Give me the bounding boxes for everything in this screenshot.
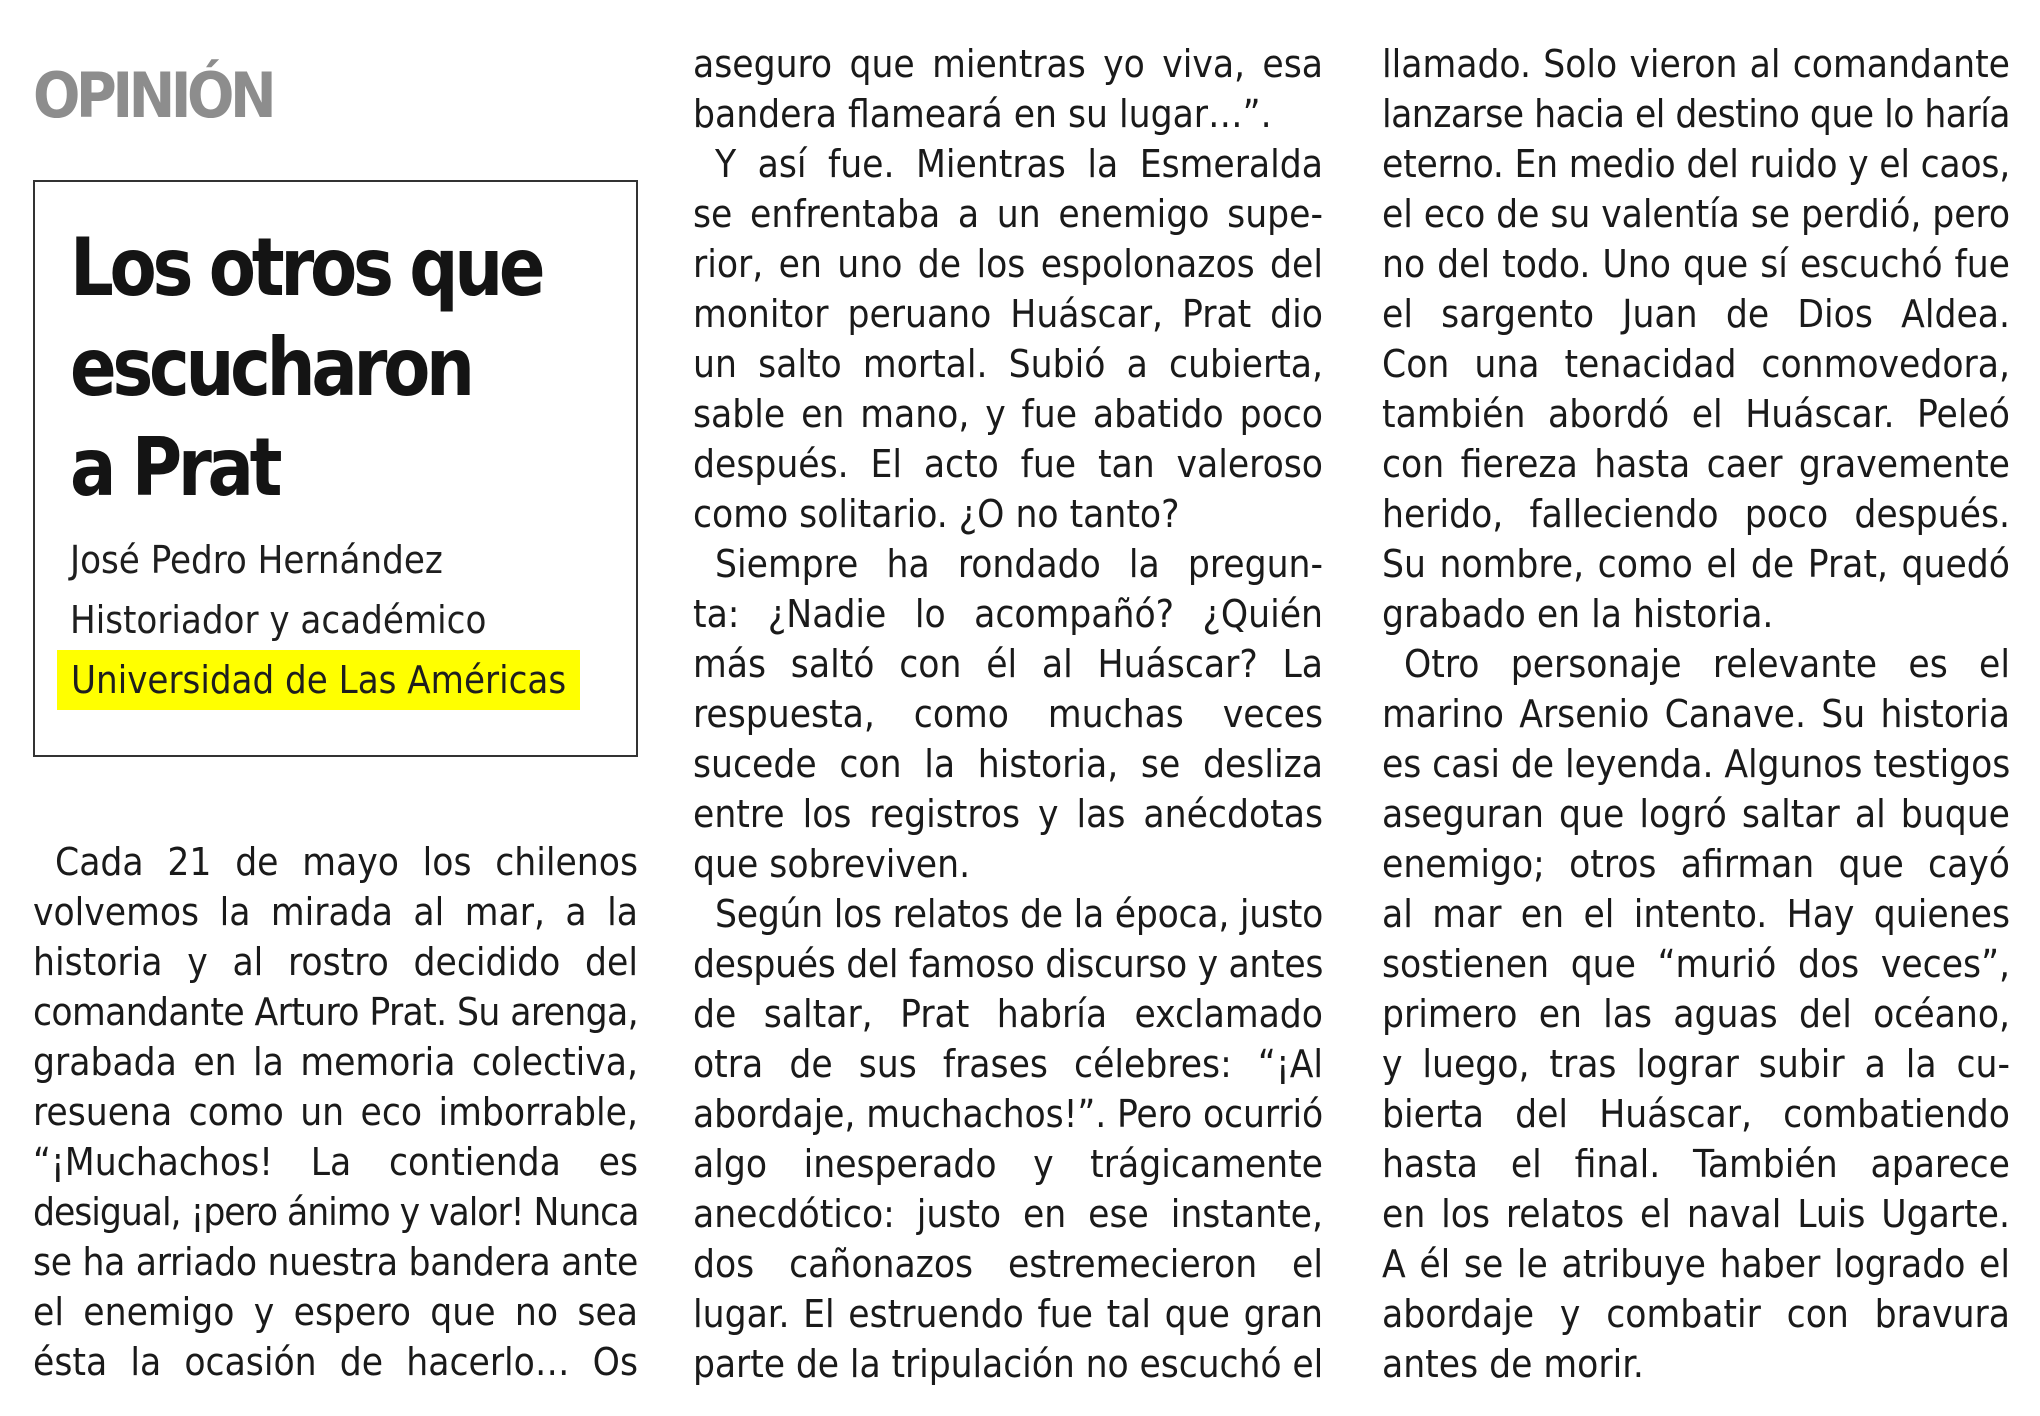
text-line: como solitario. ¿O no tanto? [693, 492, 1180, 537]
text-line: dos cañonazos estremecieron el [693, 1242, 1323, 1287]
byline-role: Historiador y académico [70, 598, 487, 642]
text-line: grabada en la memoria colectiva, [33, 1040, 638, 1085]
headline-box [33, 180, 638, 757]
text-line: también abordó el Huáscar. Peleó [1382, 392, 2010, 437]
text-line: hasta el final. También aparece [1382, 1142, 2010, 1187]
text-line: se enfrentaba a un enemigo supe- [693, 192, 1323, 237]
text-line: A él se le atribuye haber logrado el [1382, 1242, 2010, 1287]
text-line: “¡Muchachos! La contienda es [33, 1140, 638, 1185]
text-line: grabado en la historia. [1382, 592, 1774, 637]
text-line: eterno. En medio del ruido y el caos, [1382, 142, 2010, 187]
text-line: historia y al rostro decidido del [33, 940, 638, 985]
text-line: volvemos la mirada al mar, a la [33, 890, 638, 935]
text-line: entre los registros y las anécdotas [693, 792, 1323, 837]
text-line: sable en mano, y fue abatido poco [693, 392, 1323, 437]
text-line: el eco de su valentía se perdió, pero [1382, 192, 2010, 237]
text-line: aseguro que mientras yo viva, esa [693, 42, 1323, 87]
text-line: abordaje y combatir con bravura [1382, 1292, 2010, 1337]
text-line: un salto mortal. Subió a cubierta, [693, 342, 1323, 387]
text-line: parte de la tripulación no escuchó el [693, 1342, 1324, 1387]
text-line: Con una tenacidad conmovedora, [1382, 342, 2010, 387]
article-column-2 [693, 40, 1323, 1390]
text-line: lugar. El estruendo fue tal que gran [693, 1292, 1323, 1337]
text-line: Y así fue. Mientras la Esmeralda [715, 142, 1323, 187]
text-line: se ha arriado nuestra bandera ante [33, 1240, 639, 1285]
text-line: y luego, tras lograr subir a la cu- [1382, 1042, 2010, 1087]
text-line: Otro personaje relevante es el [1404, 642, 2010, 687]
text-line: Cada 21 de mayo los chilenos [55, 840, 638, 885]
text-line: marino Arsenio Canave. Su historia [1382, 692, 2010, 737]
text-line: monitor peruano Huáscar, Prat dio [693, 292, 1323, 337]
text-line: comandante Arturo Prat. Su arenga, [33, 990, 638, 1035]
text-line: bandera flameará en su lugar…”. [693, 92, 1272, 137]
byline-affiliation-highlight: Universidad de Las Américas [57, 650, 580, 710]
text-line: ta: ¿Nadie lo acompañó? ¿Quién [693, 592, 1323, 637]
headline [70, 218, 630, 518]
text-line: sostienen que “murió dos veces”, [1382, 942, 2010, 987]
text-line: el enemigo y espero que no sea [33, 1290, 638, 1335]
headline-line: Los otros que [70, 221, 542, 314]
text-line: abordaje, muchachos!”. Pero ocurrió [693, 1092, 1324, 1137]
text-line: después del famoso discurso y antes [693, 942, 1324, 987]
text-line: con fiereza hasta caer gravemente [1382, 442, 2010, 487]
headline-line: escucharon [70, 321, 471, 414]
text-line: es casi de leyenda. Algunos testigos [1382, 742, 2011, 787]
text-line: de saltar, Prat habría exclamado [693, 992, 1323, 1037]
text-line: primero en las aguas del océano, [1382, 992, 2010, 1037]
text-line: en los relatos el naval Luis Ugarte. [1382, 1192, 2010, 1237]
text-line: al mar en el intento. Hay quienes [1382, 892, 2010, 937]
byline-author: José Pedro Hernández [70, 538, 443, 582]
text-line: herido, falleciendo poco después. [1382, 492, 2010, 537]
section-label: OPINIÓN [33, 59, 273, 132]
headline-line: a Prat [70, 421, 279, 514]
text-line: Siempre ha rondado la pregun- [715, 542, 1323, 587]
text-line: lanzarse hacia el destino que lo haría [1382, 92, 2010, 137]
text-line: Según los relatos de la época, justo [715, 892, 1323, 937]
text-line: enemigo; otros afirman que cayó [1382, 842, 2010, 887]
text-line: ésta la ocasión de hacerlo… Os [33, 1340, 638, 1385]
text-line: bierta del Huáscar, combatiendo [1382, 1092, 2010, 1137]
article-column-1 [33, 838, 638, 1388]
text-line: llamado. Solo vieron al comandante [1382, 42, 2010, 87]
text-line: anecdótico: justo en ese instante, [693, 1192, 1323, 1237]
text-line: rior, en uno de los espolonazos del [693, 242, 1323, 287]
article-column-3 [1382, 40, 2010, 1390]
text-line: no del todo. Uno que sí escuchó fue [1382, 242, 2010, 287]
text-line: más saltó con él al Huáscar? La [693, 642, 1323, 687]
text-line: antes de morir. [1382, 1342, 1644, 1387]
text-line: después. El acto fue tan valeroso [693, 442, 1323, 487]
text-line: aseguran que logró saltar al buque [1382, 792, 2010, 837]
text-line: algo inesperado y trágicamente [693, 1142, 1323, 1187]
text-line: resuena como un eco imborrable, [33, 1090, 638, 1135]
text-line: respuesta, como muchas veces [693, 692, 1323, 737]
text-line: desigual, ¡pero ánimo y valor! Nunca [33, 1190, 639, 1235]
text-line: sucede con la historia, se desliza [693, 742, 1323, 787]
text-line: que sobreviven. [693, 842, 971, 887]
text-line: el sargento Juan de Dios Aldea. [1382, 292, 2010, 337]
text-line: otra de sus frases célebres: “¡Al [693, 1042, 1323, 1087]
text-line: Su nombre, como el de Prat, quedó [1382, 542, 2010, 587]
